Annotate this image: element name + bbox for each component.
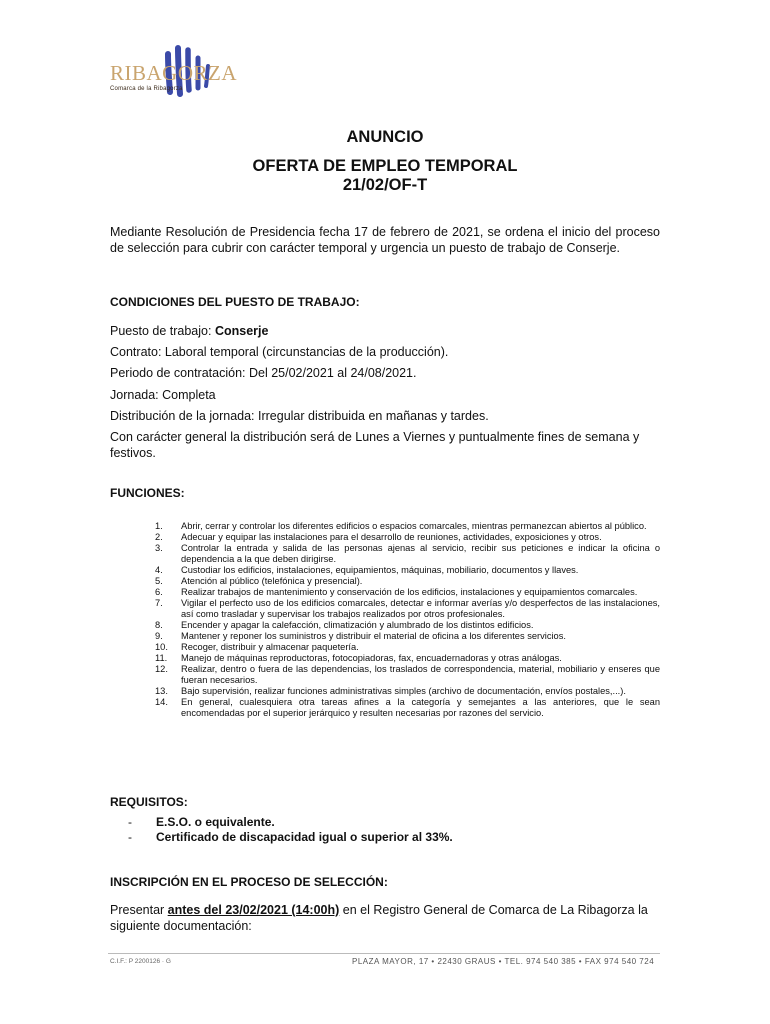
condition-general: Con carácter general la distribución será de Lunes a Viernes y puntualmente fines de semana y festivos. [110, 430, 640, 460]
deadline-text: antes del 23/02/2021 (14:00h) [167, 903, 340, 917]
footer-address: PLAZA MAYOR, 17 • 22430 GRAUS • TEL. 974 540 385 • FAX 974 540 724 [352, 957, 655, 966]
title-reference: 21/02/OF-T [342, 176, 428, 194]
condition-distribucion: Distribución de la jornada: Irregular distribuida en mañanas y tardes. [110, 409, 489, 423]
list-item: 7. Vigilar el perfecto uso de los edificios comarcales, detectar e informar averías y/o desperfectos de las instalaciones, así como trasladar y supervisar los trabajos realizados por otros profesionales. [155, 598, 660, 619]
footer-divider [108, 953, 660, 954]
svg-text:RIBAGORZA: RIBAGORZA [110, 61, 238, 85]
list-item: 8. Encender y apagar la calefacción, climatización y alumbrado de los distintos edificios. [155, 620, 534, 630]
intro-paragraph: Mediante Resolución de Presidencia fecha 17 de febrero de 2021, se ordena el inicio del proceso de selección para cubrir con carácter temporal y urgencia un puesto de trabajo de Conserje. [110, 225, 660, 255]
requirement-item: - E.S.O. o equivalente. [128, 815, 275, 829]
footer-cif: C.I.F.: P 2200126 · G [110, 958, 171, 965]
title-anuncio: ANUNCIO [346, 128, 424, 146]
requirement-item: - Certificado de discapacidad igual o superior al 33%. [128, 830, 453, 844]
list-item: 9. Mantener y reponer los suministros y distribuir el material de oficina a los diferentes servicios. [155, 631, 566, 641]
condition-jornada: Jornada: Completa [110, 388, 216, 402]
requirements-heading: REQUISITOS: [110, 795, 188, 809]
condition-puesto [110, 323, 660, 339]
puesto-value: Conserje [214, 324, 269, 338]
condition-contrato: Contrato: Laboral temporal (circunstancias de la producción). [110, 345, 449, 359]
ribagorza-logo [108, 44, 238, 106]
logo-mark-icon [108, 44, 238, 106]
logo-subtitle: Comarca de la Ribagorza [110, 86, 183, 92]
conditions-heading: CONDICIONES DEL PUESTO DE TRABAJO: [110, 295, 360, 309]
condition-periodo: Periodo de contratación: Del 25/02/2021 al 24/08/2021. [110, 366, 417, 380]
list-item: 11. Manejo de máquinas reproductoras, fotocopiadoras, fax, encuadernadoras y otras análogas. [155, 653, 562, 663]
puesto-label: Puesto de trabajo: [110, 324, 215, 338]
list-item: 6. Realizar trabajos de mantenimiento y conservación de los edificios, instalaciones y equipamientos comarcales. [155, 587, 638, 597]
list-item: 3. Controlar la entrada y salida de las personas ajenas al servicio, recibir sus peticiones e indicar la oficina o dependencia a la que deben dirigirse. [155, 543, 660, 564]
list-item: 13. Bajo supervisión, realizar funciones administrativas simples (archivo de documentación, envíos postales,...). [155, 686, 626, 696]
list-item: 4. Custodiar los edificios, instalaciones, equipamientos, máquinas, mobiliario, documentos y llaves. [155, 565, 579, 575]
inscription-heading: INSCRIPCIÓN EN EL PROCESO DE SELECCIÓN: [110, 875, 388, 889]
inscription-paragraph: Presentar antes del 23/02/2021 (14:00h) en el Registro General de Comarca de La Ribagorza la siguiente documentación: [110, 903, 648, 933]
list-item: 1. Abrir, cerrar y controlar los diferentes edificios o espacios comarcales, mientras permanezcan abiertos al público. [155, 521, 647, 531]
list-item: 14. En general, cualesquiera otra tareas afines a la categoría y semejantes a las anteriores, que le sean encomendadas por el superior jerárquico y resulten necesarias por razones del servicio. [155, 697, 660, 718]
functions-heading: FUNCIONES: [110, 486, 185, 500]
list-item: 10. Recoger, distribuir y almacenar paquetería. [155, 642, 359, 652]
list-item: 2. Adecuar y equipar las instalaciones para el desarrollo de reuniones, actividades, exposiciones y otros. [155, 532, 602, 542]
list-item: 5. Atención al público (telefónica y presencial). [155, 576, 363, 586]
list-item: 12. Realizar, dentro o fuera de las dependencias, los traslados de correspondencia, material, mobiliario y enseres que fueran necesarios. [155, 664, 660, 685]
functions-list [155, 521, 660, 719]
title-oferta: OFERTA DE EMPLEO TEMPORAL [252, 157, 518, 175]
